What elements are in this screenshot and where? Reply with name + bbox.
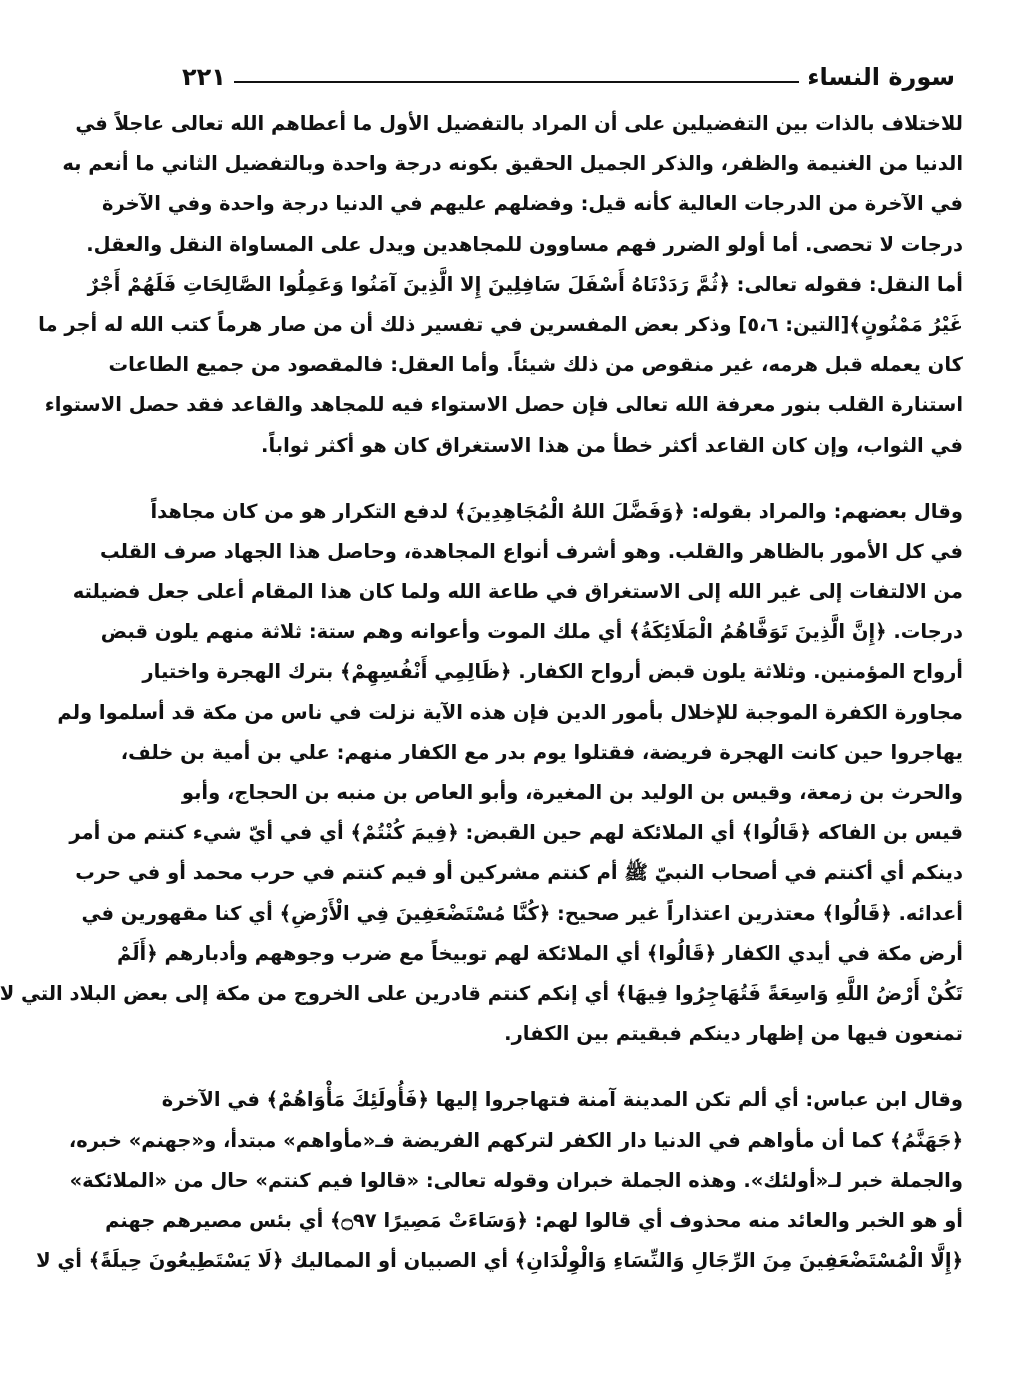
text-line: درجات. ﴿إِنَّ الَّذِينَ تَوَفَّاهُمُ الْمَلَائِكَةُ﴾ أي ملك الموت وأعوانه وهم ستة: ثلاثة منهم يلون قبض (100, 620, 963, 644)
paragraph-1 (38, 104, 963, 466)
page-number: ٢٢١ (182, 63, 226, 91)
paragraph-3 (36, 1080, 963, 1281)
text-line: يهاجروا حين كانت الهجرة فريضة، فقتلوا يوم بدر مع الكفار منهم: علي بن أمية بن خلف، (120, 740, 963, 764)
text-line: دينكم أي أكنتم في أصحاب النبيّ ﷺ أم كنتم مشركين أو فيم كنتم في حرب محمد أو في حرب (75, 861, 963, 885)
paragraph-2 (0, 492, 963, 1055)
text-line: تَكُنْ أَرْضُ اللَّهِ وَاسِعَةً فَتُهَاجِرُوا فِيهَا﴾ أي إنكم كنتم قادرين على الخروج من مكة إلى بعض البلاد التي لا (0, 981, 963, 1005)
text-line: قيس بن الفاكه ﴿قَالُوا﴾ أي الملائكة لهم حين القبض: ﴿فِيمَ كُنْتُمْ﴾ أي في أيّ شيء كنتم من أمر (69, 821, 963, 845)
header-rule (234, 81, 799, 83)
text-line: في كل الأمور بالظاهر والقلب. وهو أشرف أنواع المجاهدة، وحاصل هذا الجهاد صرف القلب (100, 539, 963, 563)
text-line: ﴿إِلَّا الْمُسْتَضْعَفِينَ مِنَ الرِّجَالِ وَالنِّسَاءِ وَالْوِلْدَانِ﴾ أي الصبيان أو المماليك ﴿لَا يَسْتَطِيعُونَ حِيلَةً﴾ أي لا (36, 1249, 963, 1273)
body-text (0, 104, 963, 1281)
surah-title: سورة النساء (807, 63, 955, 91)
text-line: والحرث بن زمعة، وقيس بن الوليد بن المغيرة، وأبو العاص بن منبه بن الحجاج، وأبو (181, 781, 963, 804)
running-header (182, 60, 955, 94)
text-line: أما النقل: فقوله تعالى: ﴿ثُمَّ رَدَدْنَاهُ أَسْفَلَ سَافِلِينَ إِلا الَّذِينَ آمَنُوا وَعَمِلُوا الصَّالِحَاتِ فَلَهُمْ أَجْرٌ (87, 272, 963, 296)
text-line: تمنعون فيها من إظهار دينكم فبقيتم بين الكفار. (504, 1022, 963, 1046)
text-line: ﴿جَهَنَّمُ﴾ كما أن مأواهم في الدنيا دار الكفر لتركهم الفريضة فـ«مأواهم» مبتدأ، و«جهنم» خبره، (68, 1128, 963, 1152)
text-line: أرواح المؤمنين. وثلاثة يلون قبض أرواح الكفار. ﴿ظَالِمِي أَنْفُسِهِمْ﴾ بترك الهجرة واختيار (142, 660, 963, 684)
text-line: أعدائه. ﴿قَالُوا﴾ معتذرين اعتذاراً غير صحيح: ﴿كُنَّا مُسْتَضْعَفِينَ فِي الْأَرْضِ﴾ أي كنا مقهورين في (81, 901, 963, 925)
text-line: استنارة القلب بنور معرفة الله تعالى فإن حصل الاستواء فيه للمجاهد والقاعد فقد حصل الاستواء (44, 393, 963, 417)
text-line: وقال بعضهم: والمراد بقوله: ﴿وَفَضَّلَ اللهُ الْمُجَاهِدِينَ﴾ لدفع التكرار هو من كان مجاهداً (150, 499, 963, 523)
text-line: في الثواب، وإن كان القاعد أكثر خطأ من هذا الاستغراق كان هو أكثر ثواباً. (261, 433, 963, 457)
paragraph-gap (178, 466, 963, 492)
text-line: مجاورة الكفرة الموجبة للإخلال بأمور الدين فإن هذه الآية نزلت في ناس من مكة قد أسلموا ولم (57, 700, 963, 724)
text-line: في الآخرة من الدرجات العالية كأنه قيل: وفضلهم عليهم في الدنيا درجة واحدة وفي الآخرة (102, 192, 963, 216)
text-line: والجملة خبر لـ«أولئك». وهذه الجملة خبران وقوله تعالى: «قالوا فيم كنتم» حال من «الملائكة» (69, 1168, 963, 1192)
text-line: الدنيا من الغنيمة والظفر، والذكر الجميل الحقيق بكونه درجة واحدة وبالتفضيل الثاني ما أنعم به (62, 152, 963, 176)
text-line: درجات لا تحصى. أما أولو الضرر فهم مساوون للمجاهدين ويدل على المساواة النقل والعقل. (86, 232, 963, 256)
paragraph-gap (178, 1054, 963, 1080)
text-line: كان يعمله قبل هرمه، غير منقوص من ذلك شيئاً. وأما العقل: فالمقصود من جميع الطاعات (108, 353, 963, 377)
text-line: من الالتفات إلى غير الله إلى الاستغراق في طاعة الله ولما كان هذا المقام أعلى جعل فضيلته (72, 580, 963, 604)
text-line: وقال ابن عباس: أي ألم تكن المدينة آمنة فتهاجروا إليها ﴿فَأُولَئِكَ مَأْوَاهُمْ﴾ في الآخرة (161, 1088, 963, 1112)
text-line: للاختلاف بالذات بين التفضيلين على أن المراد بالتفضيل الأول ما أعطاهم الله تعالى عاجلاً في (75, 112, 963, 135)
text-line: أرض مكة في أيدي الكفار ﴿قَالُوا﴾ أي الملائكة لهم توبيخاً مع ضرب وجوههم وأدبارهم ﴿أَلَمْ (116, 941, 963, 965)
text-line: غَيْرُ مَمْنُونٍ﴾[التين: ٥،٦] وذكر بعض المفسرين في تفسير ذلك أن من صار هرماً كتب الله له أجر ما (38, 312, 963, 336)
text-line: أو هو الخبر والعائد منه محذوف أي قالوا لهم: ﴿وَسَاءَتْ مَصِيرًا ۝٩٧﴾ أي بئس مصيرهم جهنم (105, 1208, 963, 1232)
